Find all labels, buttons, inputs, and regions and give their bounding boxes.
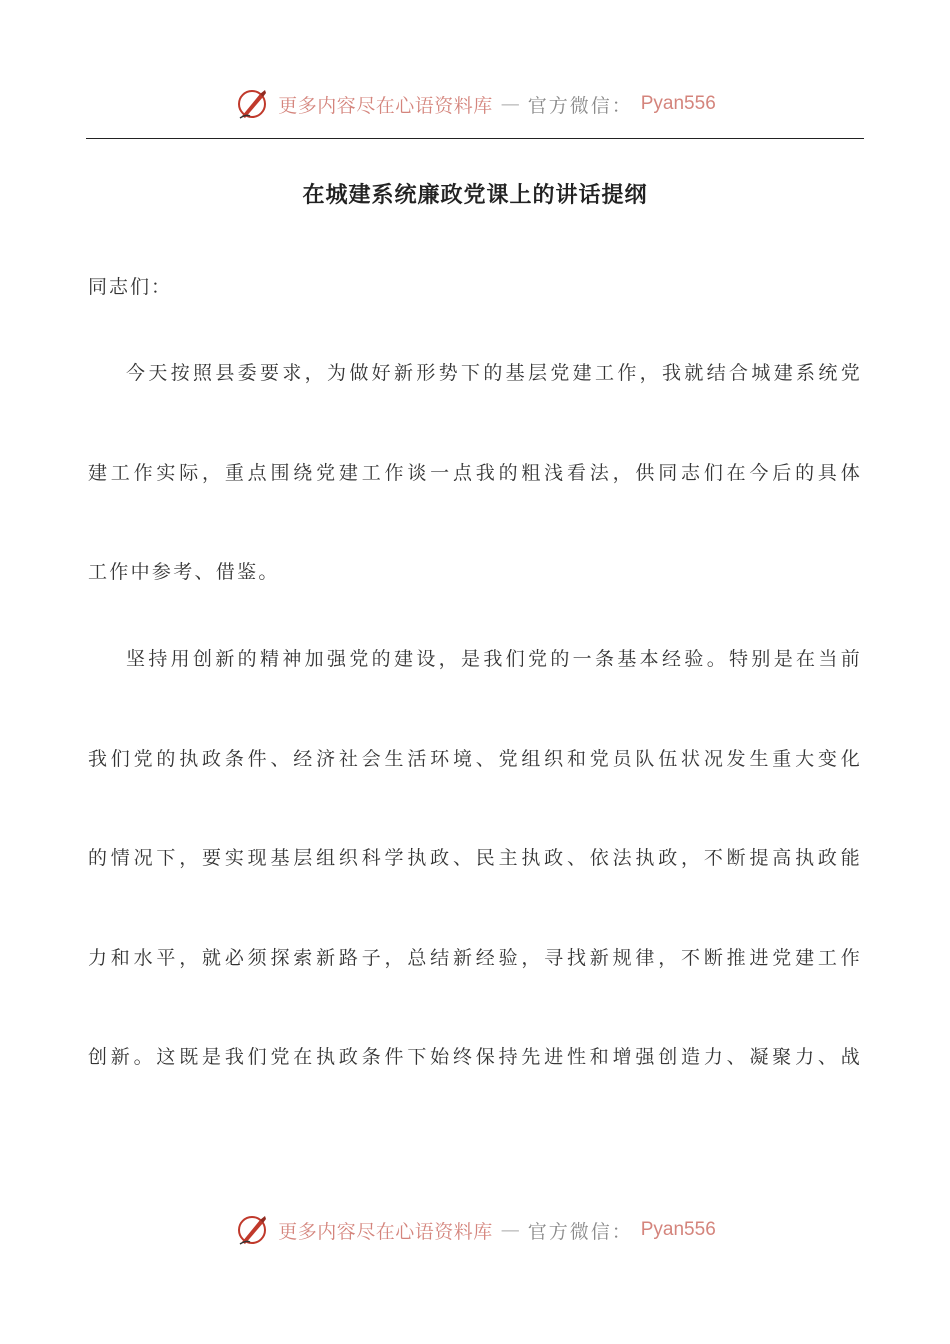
paragraph-line: 坚持用创新的精神加强党的建设，是我们党的一条基本经验。特别是在当前 — [126, 648, 862, 670]
header-brand — [234, 86, 716, 122]
footer-brand-text: 更多内容尽在心语资料库 — [278, 1220, 493, 1243]
paragraph-2 — [88, 610, 862, 1108]
header-divider — [86, 138, 864, 139]
paragraph-line: 今天按照县委要求，为做好新形势下的基层党建工作，我就结合城建系统党 — [126, 362, 862, 384]
document-title: 在城建系统廉政党课上的讲话提纲 — [302, 183, 648, 208]
quill-pen-logo-icon — [234, 86, 270, 122]
quill-pen-logo-icon — [234, 1212, 270, 1248]
header-wechat-id: Pyan556 — [640, 93, 716, 114]
paragraph-line: 我们党的执政条件、经济社会生活环境、党组织和党员队伍状况发生重大变化 — [88, 747, 862, 770]
header-brand-text: 更多内容尽在心语资料库 — [278, 94, 493, 117]
footer-wechat-label: 官方微信： — [527, 1220, 633, 1243]
paragraph-line: 工作中参考、借鉴。 — [88, 561, 280, 583]
paragraph-line: 力和水平，就必须探索新路子，总结新经验，寻找新规律，不断推进党建工作 — [88, 946, 862, 969]
header-wechat-label: 官方微信： — [527, 94, 633, 117]
salutation: 同志们： — [88, 276, 173, 298]
footer-wechat-id: Pyan556 — [640, 1219, 716, 1240]
paragraph-line: 创新。这既是我们党在执政条件下始终保持先进性和增强创造力、凝聚力、战 — [88, 1046, 862, 1068]
footer-brand — [234, 1212, 716, 1248]
page-header — [0, 82, 950, 126]
paragraph-1 — [88, 324, 862, 623]
footer-separator: — — [500, 1219, 520, 1241]
header-separator: — — [500, 93, 520, 115]
paragraph-line: 建工作实际，重点围绕党建工作谈一点我的粗浅看法，供同志们在今后的具体 — [88, 461, 862, 484]
page-footer — [0, 1208, 950, 1252]
paragraph-line: 的情况下，要实现基层组织科学执政、民主执政、依法执政，不断提高执政能 — [88, 847, 862, 869]
